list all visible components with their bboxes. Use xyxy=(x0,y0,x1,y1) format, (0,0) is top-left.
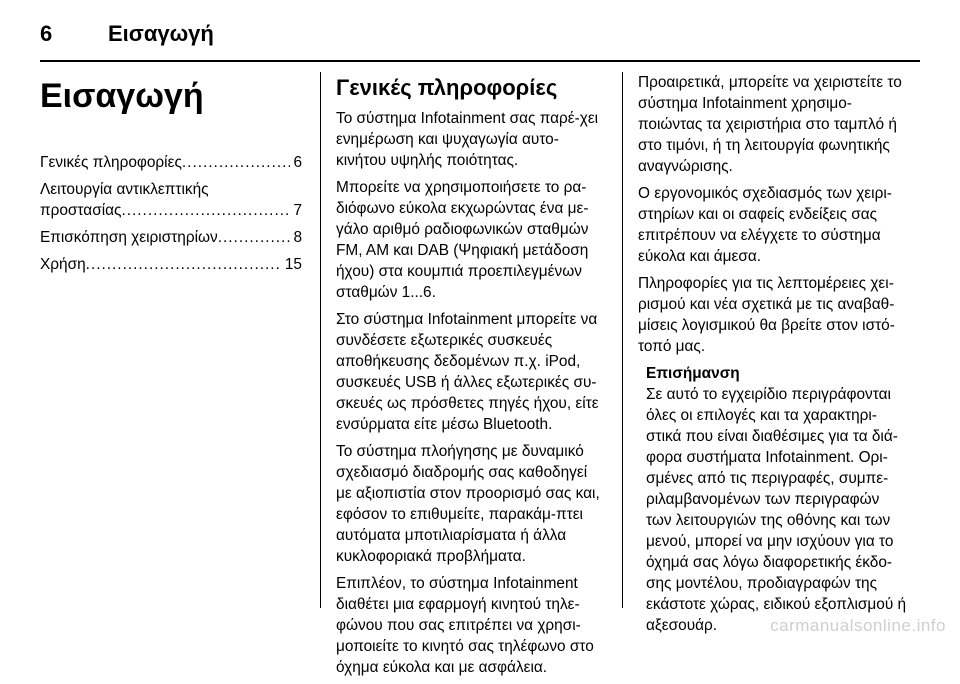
toc-entry-usage[interactable] xyxy=(40,254,302,275)
column-divider xyxy=(622,72,623,608)
paragraph: Ο εργονομικός σχεδιασμός των χειρι-στηρίων και οι σαφείς ενδείξεις σας επιτρέπουν να ελέγχετε το σύστημα εύκολα και άμεσα. xyxy=(638,185,892,265)
page-number: 6 xyxy=(40,21,53,46)
toc-entry-page: 15 xyxy=(284,256,302,273)
toc-leader xyxy=(218,227,291,248)
toc-entry-controls-overview[interactable] xyxy=(40,227,302,248)
note-text: Σε αυτό το εγχειρίδιο περιγράφονται όλες οι επιλογές και τα χαρακτηρι-στικά που είναι διαθέσιμες για τα διά-φορα συστήματα Infotainment. Ορι-σμένες από τις περιγραφές, συμπε-ριλαμβανομένων των περιγραφών των λειτουργιών της οθόνης και των μενού, μπορεί να μην ισχύουν για το όχημά σας λόγω διαφορετικής έκδο-σης μοντέλου, προδιαγραφών της εκάστοτε χώρας, ειδικού εξοπλισμού ή αξεσουάρ. xyxy=(646,386,907,634)
paragraph: Επιπλέον, το σύστημα Infotainment διαθέτει μια εφαρμογή κινητού τηλε-φώνου που σας επιτρέπει να χρησι-μοποιείτε το κινητό σας τηλέφωνο στο όχημα εύκολα και με ασφάλεια. xyxy=(336,575,594,676)
column-divider xyxy=(320,72,321,608)
paragraph: Στο σύστημα Infotainment μπορείτε να συνδέσετε εξωτερικές συσκευές αποθήκευσης δεδομένων π.χ. iPod, συσκευές USB ή άλλες εξωτερικές συ-σκευές ως πρόσθετες πηγές ήχου, είτε ενσύρματα είτε μέσω Bluetooth. xyxy=(336,311,599,433)
column-toc xyxy=(40,72,302,281)
toc-entry-title-cont: προστασίας xyxy=(40,202,122,219)
paragraph: Πληροφορίες για τις λεπτομέρειες χει-ρισμού και νέα σχετικά με τις αναβαθ-μίσεις λογισμικού θα βρείτε στον ιστό-τοπό μας. xyxy=(638,275,895,355)
note-title: Επισήμανση xyxy=(646,365,740,382)
toc-leader xyxy=(86,254,282,275)
paragraph: Το σύστημα πλοήγησης με δυναμικό σχεδιασμό διαδρομής σας καθοδηγεί με αξιοπιστία στον προορισμό σας και, εφόσον το επιθυμείτε, παρακάμ-πτει αυτόματα μποτιλιαρίσματα ή άλλα κυκλοφοριακά προβλήματα. xyxy=(336,443,600,565)
column-general-info xyxy=(336,72,604,684)
table-of-contents xyxy=(40,152,302,275)
toc-entry-title: Λειτουργία αντικλεπτικής xyxy=(40,181,209,198)
paragraph: Μπορείτε να χρησιμοποιήσετε το ρα-διόφωνο εύκολα εκχωρώντας ένα με-γάλο αριθμό ραδιοφωνικών σταθμών FM, AM και DAB (Ψηφιακή μετάδοση ήχου) στα κουμπιά προεπιλεγμένων σταθμών 1...6. xyxy=(336,179,589,301)
toc-entry-title: Γενικές πληροφορίες xyxy=(40,154,182,171)
note-box xyxy=(638,363,908,636)
toc-entry-anti-theft[interactable] xyxy=(40,179,302,221)
section-title: Γενικές πληροφορίες xyxy=(336,75,558,100)
toc-entry-page: 6 xyxy=(293,154,302,171)
paragraph: Το σύστημα Infotainment σας παρέ-χει ενημέρωση και ψυχαγωγία αυτο-κινήτου υψηλής ποιότητας. xyxy=(336,110,599,169)
toc-entry-page: 8 xyxy=(293,229,302,246)
watermark: carmanualsonline.info xyxy=(770,616,946,635)
header-rule xyxy=(40,60,920,62)
paragraph: Προαιρετικά, μπορείτε να χειριστείτε το σύστημα Infotainment χρησιμο-ποιώντας τα χειριστήρια στο ταμπλό ή στο τιμόνι, ή τη λειτουργία φωνητικής αναγνώρισης. xyxy=(638,74,902,175)
chapter-title: Εισαγωγή xyxy=(40,77,204,115)
toc-entry-title: Χρήση xyxy=(40,256,86,273)
toc-entry-title: Επισκόπηση χειριστηρίων xyxy=(40,229,218,246)
column-continued xyxy=(638,72,908,636)
toc-entry-page: 7 xyxy=(293,202,302,219)
running-title: Εισαγωγή xyxy=(108,21,214,46)
toc-entry-general-info[interactable] xyxy=(40,152,302,173)
toc-leader xyxy=(182,152,291,173)
toc-leader xyxy=(121,200,290,221)
page-header xyxy=(40,14,214,54)
